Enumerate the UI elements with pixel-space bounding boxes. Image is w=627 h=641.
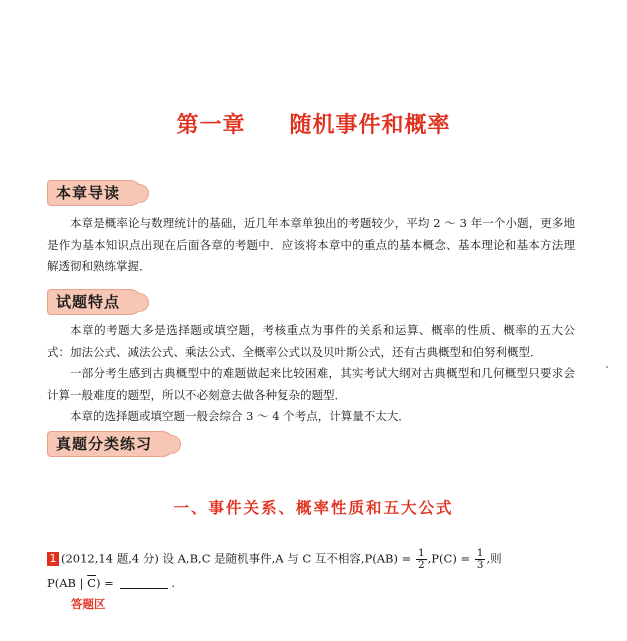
expr-start: P(AB |	[47, 576, 88, 590]
features-paragraph-2: 一部分考生感到古典概型中的难题做起来比较困难，其实考试大纲对古典概型和几何概型只要求会计算一般难度的题型，所以不必刻意去做各种复杂的题型．	[47, 366, 575, 402]
fraction-denominator: 2	[417, 559, 425, 571]
expr-equals: ) =	[95, 576, 118, 590]
page-speck	[606, 366, 608, 368]
fraction-numerator: 1	[417, 547, 425, 559]
section-tag-intro: 本章导读	[47, 180, 143, 206]
subsection-title: 一、事件关系、概率性质和五大公式	[173, 498, 454, 517]
question-line-2	[47, 576, 175, 590]
intro-paragraph: 本章是概率论与数理统计的基础，近几年本章单独出的考题较少，平均 2 ～ 3 年一个小题，更多地是作为基本知识点出现在后面各章的考题中．应该将本章中的重点的基本概念、基本理论和基本方法理解透彻和熟练掌握．	[47, 216, 575, 273]
question-stem-b: ,P(C) =	[427, 551, 474, 566]
fraction-one-half	[416, 548, 427, 571]
c-complement: $\overline{C}$	[87, 576, 96, 590]
question-number-badge: 1	[47, 552, 59, 566]
fraction-numerator: 1	[476, 547, 484, 559]
chapter-name: 随机事件和概率	[289, 112, 451, 138]
section-tag-features: 试题特点	[47, 289, 143, 315]
fraction-one-third	[475, 548, 486, 571]
question-stem-c: ,则	[486, 551, 502, 566]
chapter-number: 第一章	[176, 112, 246, 138]
chapter-title	[0, 108, 627, 139]
question-source: (2012,14 题,4 分)	[61, 551, 159, 566]
features-paragraph-3: 本章的选择题或填空题一般会综合 3 ～ 4 个考点，计算量不太大．	[70, 409, 410, 423]
fraction-denominator: 3	[476, 559, 484, 571]
answer-blank[interactable]	[120, 577, 168, 589]
features-text	[47, 320, 575, 428]
question-1	[47, 548, 607, 571]
section-tag-practice: 真题分类练习	[47, 431, 175, 457]
intro-text	[47, 213, 575, 278]
answer-area-label: 答题区	[71, 597, 106, 611]
question-stem-a: 设 A,B,C 是随机事件,A 与 C 互不相容,P(AB) =	[158, 551, 415, 566]
features-paragraph-1: 本章的考题大多是选择题或填空题，考核重点为事件的关系和运算、概率的性质、概率的五大公式：加法公式、减法公式、乘法公式、全概率公式以及贝叶斯公式，还有古典概型和伯努利概型．	[47, 323, 575, 359]
expr-end: .	[171, 576, 176, 590]
